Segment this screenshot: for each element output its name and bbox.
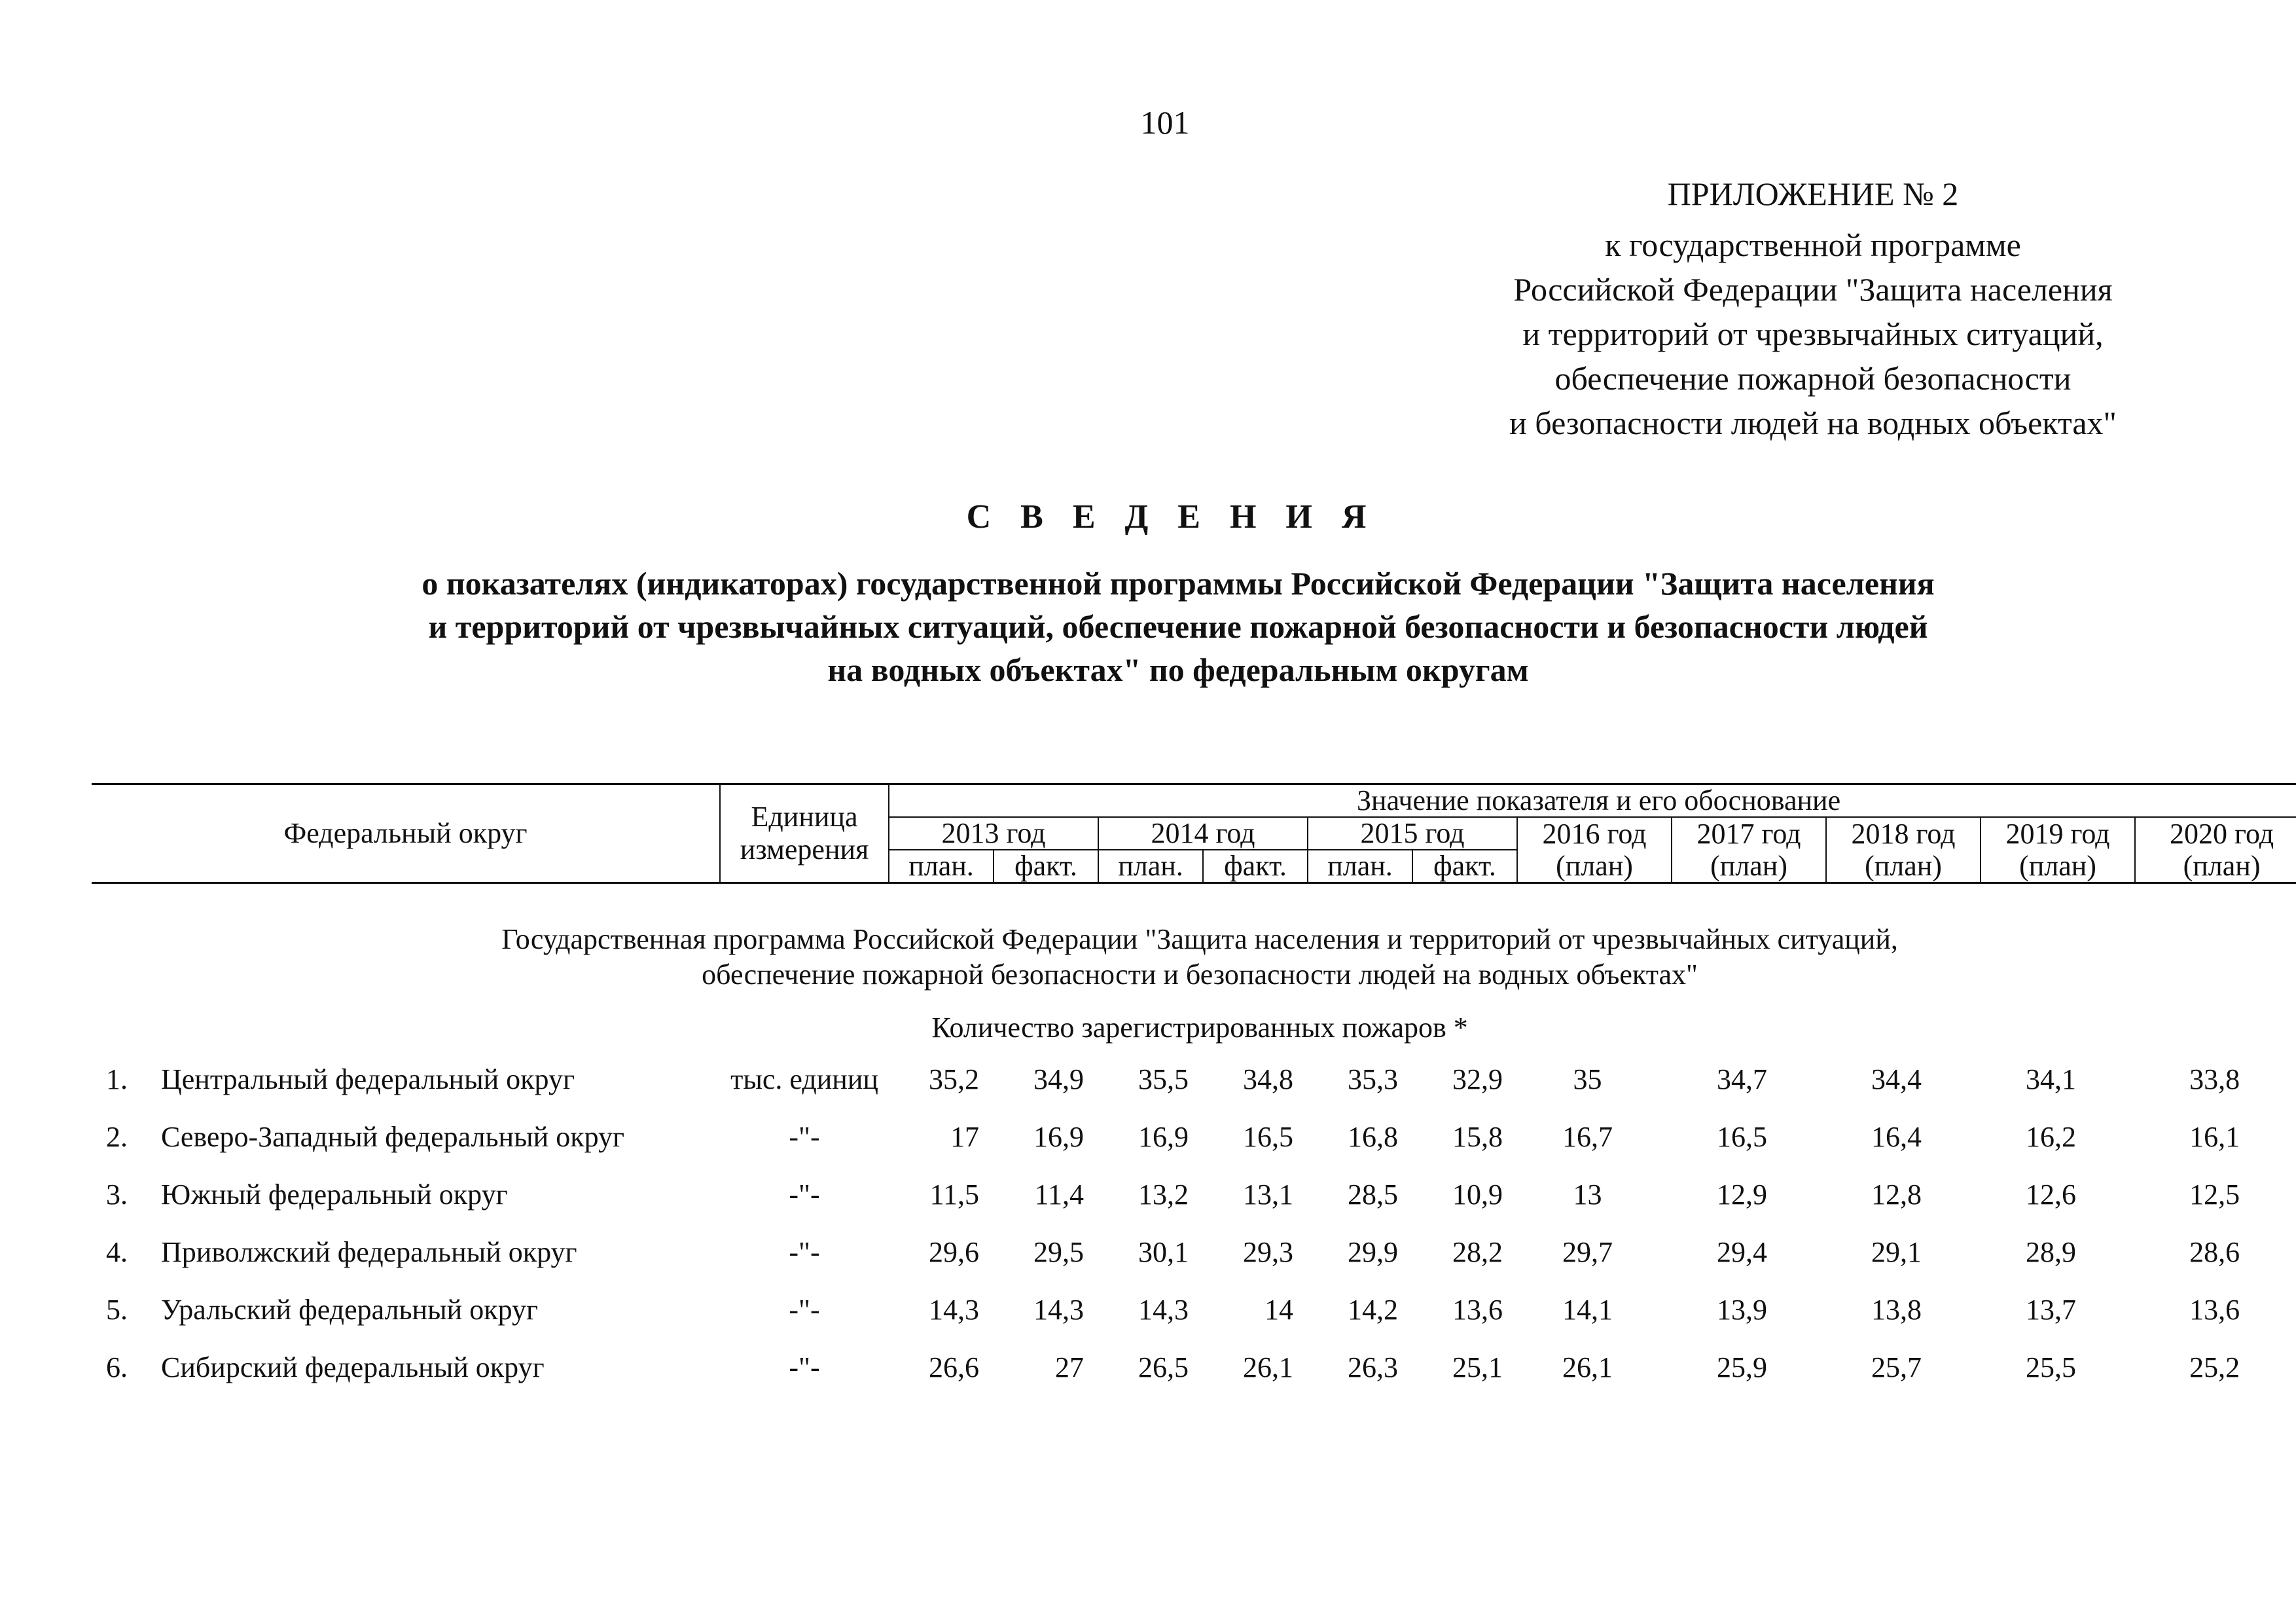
table-header	[92, 784, 2296, 883]
subtitle-line: о показателях (индикаторах) государственной программы Российской Федерации "Защита населения	[422, 565, 1935, 602]
value-cell: 26,1	[1562, 1351, 1613, 1383]
value-cell: 13,1	[1243, 1178, 1294, 1211]
district-name: Южный федеральный округ	[161, 1178, 508, 1211]
value-cell: 29,7	[1562, 1236, 1613, 1268]
value-cell: 26,6	[929, 1351, 980, 1383]
district-name: Уральский федеральный округ	[161, 1294, 539, 1326]
district-name: Приволжский федеральный округ	[161, 1236, 577, 1268]
value-cell: 11,5	[929, 1178, 980, 1211]
subtitle-line: и территорий от чрезвычайных ситуаций, обеспечение пожарной безопасности и безопасности людей	[428, 608, 1928, 645]
value-cell: 32,9	[1452, 1063, 1503, 1095]
value-cell: 35,5	[1138, 1063, 1189, 1095]
value-cell: 34,8	[1243, 1063, 1294, 1095]
value-cell: 17	[950, 1121, 980, 1153]
value-cell: 33,8	[2189, 1063, 2240, 1095]
row-number: 5.	[106, 1294, 128, 1326]
unit-cell: -"-	[789, 1236, 820, 1268]
value-cell: 13,6	[2189, 1294, 2240, 1326]
value-cell: 29,4	[1717, 1236, 1768, 1268]
table-row	[92, 1048, 2296, 1106]
row-number: 2.	[106, 1121, 128, 1153]
value-cell: 15,8	[1452, 1121, 1503, 1153]
district-name: Центральный федеральный округ	[161, 1063, 575, 1095]
value-cell: 16,7	[1562, 1121, 1613, 1153]
appendix-line: и территорий от чрезвычайных ситуаций,	[1522, 316, 2104, 352]
column-header-plan: (план)	[1826, 850, 1981, 883]
value-cell: 14,3	[1138, 1294, 1189, 1326]
value-cell: 27	[1055, 1351, 1085, 1383]
appendix-block	[1407, 172, 2219, 445]
appendix-line: к государственной программе	[1605, 227, 2021, 263]
value-cell: 29,5	[1033, 1236, 1085, 1268]
value-cell: 26,1	[1243, 1351, 1294, 1383]
column-header-fact: факт.	[994, 850, 1098, 883]
unit-cell: -"-	[789, 1121, 820, 1153]
column-header-year: 2020 год	[2135, 817, 2296, 850]
document-subtitle	[196, 562, 2160, 691]
column-header-unit: Единица измерения	[720, 784, 889, 883]
table-captions	[92, 883, 2296, 1049]
value-cell: 11,4	[1034, 1178, 1085, 1211]
value-cell: 25,5	[2026, 1351, 2077, 1383]
value-cell: 26,5	[1138, 1351, 1189, 1383]
value-cell: 16,9	[1033, 1121, 1085, 1153]
unit-cell: тыс. единиц	[730, 1063, 878, 1095]
value-cell: 34,1	[2026, 1063, 2077, 1095]
column-header-year: 2013 год	[889, 817, 1098, 850]
appendix-title: ПРИЛОЖЕНИЕ № 2	[1667, 175, 1959, 212]
value-cell: 16,8	[1348, 1121, 1399, 1153]
value-cell: 12,6	[2026, 1178, 2077, 1211]
subtitle-line: на водных объектах" по федеральным округам	[827, 651, 1529, 688]
value-cell: 16,4	[1871, 1121, 1922, 1153]
indicator-caption: Количество зарегистрированных пожаров *	[931, 1012, 1468, 1044]
column-header-plan: план.	[1308, 850, 1412, 883]
column-header-fact: факт.	[1203, 850, 1308, 883]
value-cell: 13	[1573, 1178, 1602, 1211]
value-cell: 16,5	[1717, 1121, 1768, 1153]
table-body	[92, 1048, 2296, 1394]
program-caption	[92, 883, 2296, 994]
program-caption-line: Государственная программа Российской Федерации "Защита населения и территорий от чрезвычайных ситуаций,	[501, 923, 1898, 955]
appendix-line: Российской Федерации "Защита населения	[1513, 271, 2113, 308]
value-cell: 14,1	[1562, 1294, 1613, 1326]
value-cell: 25,7	[1871, 1351, 1922, 1383]
row-number: 6.	[106, 1351, 128, 1383]
appendix-line: и безопасности людей на водных объектах"	[1509, 405, 2117, 441]
value-cell: 25,1	[1452, 1351, 1503, 1383]
value-cell: 28,2	[1452, 1236, 1503, 1268]
column-header-year: 2014 год	[1098, 817, 1308, 850]
row-number: 4.	[106, 1236, 128, 1268]
table-row	[92, 1163, 2296, 1221]
value-cell: 16,5	[1243, 1121, 1294, 1153]
value-cell: 34,7	[1717, 1063, 1768, 1095]
unit-cell: -"-	[789, 1294, 820, 1326]
value-cell: 16,2	[2026, 1121, 2077, 1153]
value-cell: 29,1	[1871, 1236, 1922, 1268]
column-header-year: 2015 год	[1308, 817, 1517, 850]
value-cell: 25,2	[2189, 1351, 2240, 1383]
column-header-values-group: Значение показателя и его обоснование	[889, 784, 2296, 818]
value-cell: 14,3	[929, 1294, 980, 1326]
column-header-year: 2016 год	[1517, 817, 1672, 850]
value-cell: 13,9	[1717, 1294, 1768, 1326]
value-cell: 29,9	[1348, 1236, 1399, 1268]
table-row	[92, 1279, 2296, 1336]
value-cell: 34,4	[1871, 1063, 1922, 1095]
value-cell: 28,6	[2189, 1236, 2240, 1268]
value-cell: 16,9	[1138, 1121, 1189, 1153]
row-number: 1.	[106, 1063, 128, 1095]
value-cell: 14,3	[1033, 1294, 1085, 1326]
value-cell: 13,8	[1871, 1294, 1922, 1326]
value-cell: 29,3	[1243, 1236, 1294, 1268]
column-header-year: 2018 год	[1826, 817, 1981, 850]
value-cell: 25,9	[1717, 1351, 1768, 1383]
column-header-plan: (план)	[1981, 850, 2135, 883]
value-cell: 35,2	[929, 1063, 980, 1095]
column-header-plan: (план)	[1517, 850, 1672, 883]
column-header-plan: (план)	[1672, 850, 1826, 883]
column-header-plan: план.	[889, 850, 994, 883]
value-cell: 12,5	[2189, 1178, 2240, 1211]
value-cell: 14	[1265, 1294, 1294, 1326]
value-cell: 35,3	[1348, 1063, 1399, 1095]
district-name: Сибирский федеральный округ	[161, 1351, 545, 1383]
value-cell: 13,7	[2026, 1294, 2077, 1326]
value-cell: 13,2	[1138, 1178, 1189, 1211]
value-cell: 12,9	[1717, 1178, 1768, 1211]
value-cell: 35	[1573, 1063, 1602, 1095]
row-number: 3.	[106, 1178, 128, 1211]
value-cell: 12,8	[1871, 1178, 1922, 1211]
column-header-year: 2019 год	[1981, 817, 2135, 850]
value-cell: 26,3	[1348, 1351, 1399, 1383]
district-name: Северо-Западный федеральный округ	[161, 1121, 625, 1153]
value-cell: 34,9	[1033, 1063, 1085, 1095]
value-cell: 29,6	[929, 1236, 980, 1268]
table-row	[92, 1106, 2296, 1163]
value-cell: 30,1	[1138, 1236, 1189, 1268]
table-row	[92, 1221, 2296, 1279]
column-header-year: 2017 год	[1672, 817, 1826, 850]
value-cell: 14,2	[1348, 1294, 1399, 1326]
value-cell: 13,6	[1452, 1294, 1503, 1326]
table-row	[92, 1336, 2296, 1394]
value-cell: 10,9	[1452, 1178, 1503, 1211]
appendix-line: обеспечение пожарной безопасности	[1554, 360, 2072, 397]
indicators-table	[92, 783, 2296, 1394]
page-number: 101	[1140, 104, 1190, 141]
value-cell: 28,9	[2026, 1236, 2077, 1268]
column-header-plan: (план)	[2135, 850, 2296, 883]
value-cell: 28,5	[1348, 1178, 1399, 1211]
document-heading: С В Е Д Е Н И Я	[966, 498, 1377, 536]
value-cell: 16,1	[2189, 1121, 2240, 1153]
column-header-plan: план.	[1098, 850, 1203, 883]
program-caption-line: обеспечение пожарной безопасности и безопасности людей на водных объектах"	[702, 958, 1698, 991]
unit-cell: -"-	[789, 1178, 820, 1211]
column-header-district: Федеральный округ	[92, 784, 720, 883]
column-header-fact: факт.	[1412, 850, 1517, 883]
unit-cell: -"-	[789, 1351, 820, 1383]
